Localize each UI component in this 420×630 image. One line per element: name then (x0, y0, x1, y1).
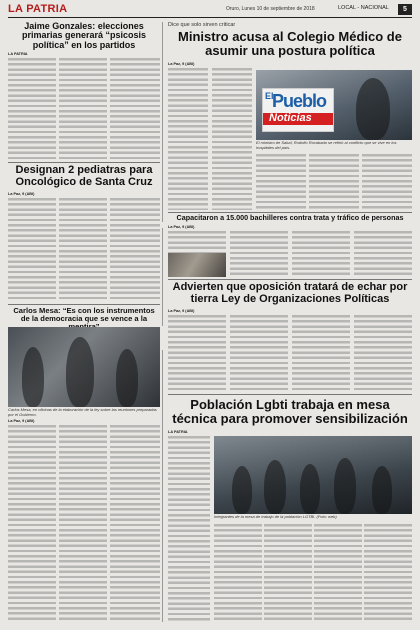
body-capacitaron (230, 231, 288, 277)
person-figure (264, 460, 286, 514)
column-rule (162, 228, 163, 326)
person-figure (66, 337, 94, 407)
body-carlos (59, 425, 107, 622)
divider (8, 304, 160, 305)
body-designan (110, 198, 160, 302)
photo-ministro (256, 70, 412, 140)
section-label: LOCAL - NACIONAL (338, 5, 389, 11)
body-capacitaron (168, 231, 226, 253)
el-pueblo-sign (262, 88, 334, 132)
body-advierten (230, 315, 288, 391)
body-lgbti (264, 524, 312, 622)
headline-ministro: Ministro acusa al Colegio Médico de asumir una postura política (178, 29, 402, 58)
kicker-ministro: Dice que solo sirven criticar (168, 22, 236, 28)
dateline: Oruro, Lunes 10 de septiembre de 2018 (226, 6, 315, 12)
caption-lgbti: Integrantes de la mesa de trabajo de la población LGTBI. (Foto: web) (214, 514, 337, 519)
headline-advierten: Advierten que oposición tratará de echar por tierra Ley de Organizaciones Políticas (172, 281, 408, 305)
byline-capacitaron: La Paz, 9 (ABI) (168, 225, 195, 229)
body-ministro (362, 154, 412, 210)
headline-designan: Designan 2 pediatras para Oncológico de Santa Cruz (15, 164, 153, 188)
sign-text-small: El (265, 91, 274, 101)
body-lgbti (214, 524, 262, 622)
byline-carlos: La Paz, 9 (ABI) (8, 419, 35, 423)
person-figure (372, 466, 392, 514)
body-ministro (309, 154, 359, 210)
headline-jaime: Jaime Gonzales: elecciones primarias generará “psicosis política” en los partidos (21, 21, 147, 50)
body-ministro (212, 68, 252, 210)
body-jaime (59, 58, 107, 160)
body-designan (59, 198, 107, 302)
divider (8, 162, 160, 163)
body-carlos (8, 425, 56, 622)
caption-ministro: El ministro de Salud, Rodolfo Rocabado se refirió al conflicto que se vive en los hospitales del país. (256, 140, 397, 150)
photo-lgbti (214, 436, 412, 514)
page-number: 5 (398, 4, 412, 15)
divider (168, 394, 412, 395)
person-figure (334, 458, 356, 514)
body-carlos (110, 425, 160, 622)
body-jaime (110, 58, 160, 160)
photo-carlos-mesa (8, 327, 160, 407)
body-advierten (168, 315, 226, 391)
body-advierten (292, 315, 350, 391)
headline-lgbti: Población Lgbti trabaja en mesa técnica para promover sensibilización (172, 397, 408, 426)
sign-text-big: Pueblo (272, 91, 327, 111)
body-jaime (8, 58, 56, 160)
column-rule (162, 22, 163, 222)
body-advierten (354, 315, 412, 391)
masthead (8, 4, 412, 18)
body-designan (8, 198, 56, 302)
body-lgbti (314, 524, 362, 622)
body-ministro (256, 154, 306, 210)
column-rule (162, 350, 163, 622)
byline-lgbti: LA PATRIA (168, 430, 188, 434)
byline-designan: La Paz, 9 (ABI) (8, 192, 35, 196)
person-figure (356, 78, 390, 140)
byline-ministro: La Paz, 9 (ABI) (168, 62, 195, 66)
newspaper-logo: LA PATRIA (8, 3, 68, 15)
headline-capacitaron: Capacitaron a 15.000 bachilleres contra trata y tráfico de personas (176, 213, 404, 222)
body-lgbti (168, 436, 210, 622)
caption-carlos: Carlos Mesa, en oficinas de la elaboración de la ley sobre las reuniones preparadas por el Gobierno. (8, 407, 157, 417)
body-lgbti (364, 524, 412, 622)
person-figure (300, 464, 320, 514)
headline-carlos: Carlos Mesa: “Es con los instrumentos de la democracia que se vence a la (13, 306, 155, 323)
person-figure (116, 349, 138, 407)
byline-advierten: La Paz, 9 (ABI) (168, 309, 195, 313)
byline-jaime: LA PATRIA (8, 52, 28, 56)
divider (168, 279, 412, 280)
person-figure (22, 347, 44, 407)
body-capacitaron (354, 231, 412, 277)
body-capacitaron (292, 231, 350, 277)
photo-capacitaron (168, 253, 226, 277)
sign-text-band: Noticias (269, 112, 312, 124)
body-ministro (168, 68, 208, 210)
person-figure (232, 466, 252, 514)
